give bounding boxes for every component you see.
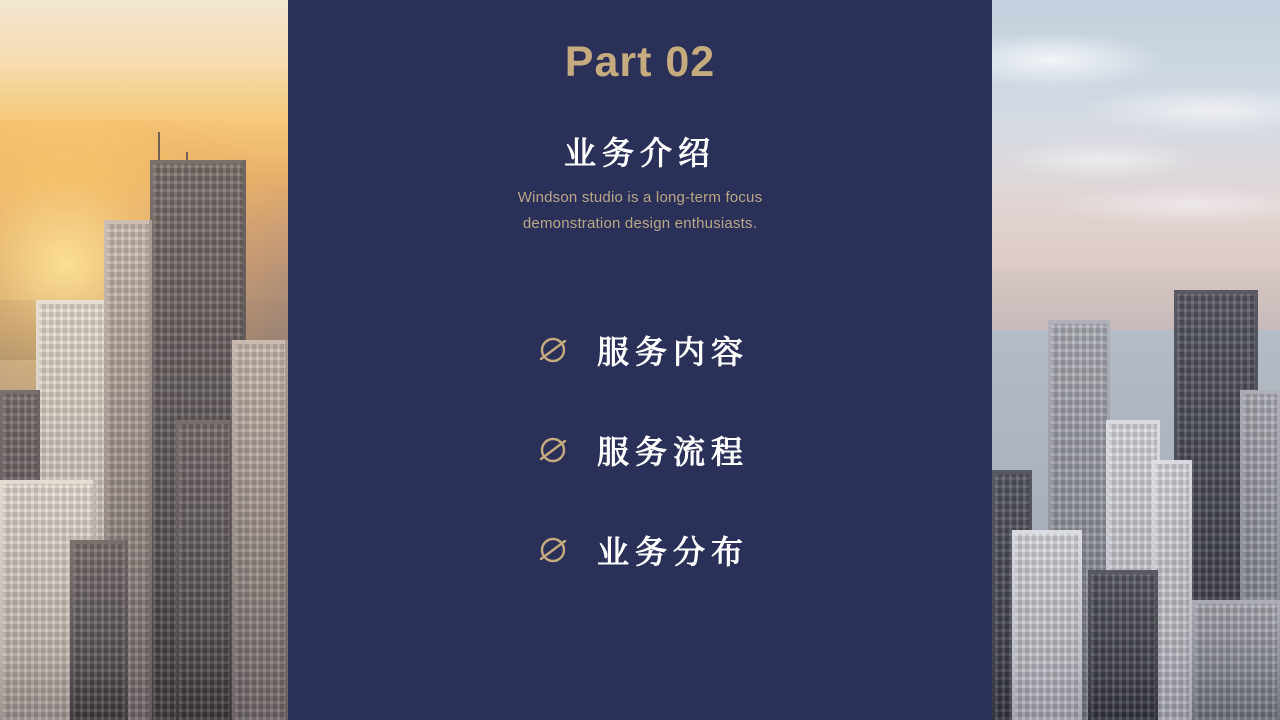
right-photo-panel [992, 0, 1280, 720]
agenda-item-label: 服务内容 [596, 334, 749, 370]
building [232, 340, 288, 720]
building [70, 540, 128, 720]
subtitle-line-1: Windson studio is a long-term focus [517, 189, 763, 206]
building [1152, 460, 1192, 720]
agenda-item[interactable] [288, 400, 992, 500]
building [1088, 570, 1158, 720]
section-title: 业务介绍 [563, 135, 716, 171]
agenda-item-label: 业务分布 [596, 534, 749, 570]
building [1192, 600, 1280, 720]
agenda-item[interactable] [288, 500, 992, 600]
clouds [992, 0, 1280, 250]
planet-icon [531, 328, 575, 372]
building [176, 420, 232, 720]
agenda-list [288, 300, 992, 600]
subtitle [288, 185, 992, 237]
agenda-item[interactable] [288, 300, 992, 400]
agenda-item-label: 服务流程 [596, 434, 749, 470]
planet-icon [531, 528, 575, 572]
left-photo-panel [0, 0, 288, 720]
planet-icon [531, 428, 575, 472]
subtitle-line-2: demonstration design enthusiasts. [522, 215, 758, 232]
content-panel [288, 0, 992, 720]
building [1012, 530, 1082, 720]
part-label: Part 02 [564, 38, 716, 86]
